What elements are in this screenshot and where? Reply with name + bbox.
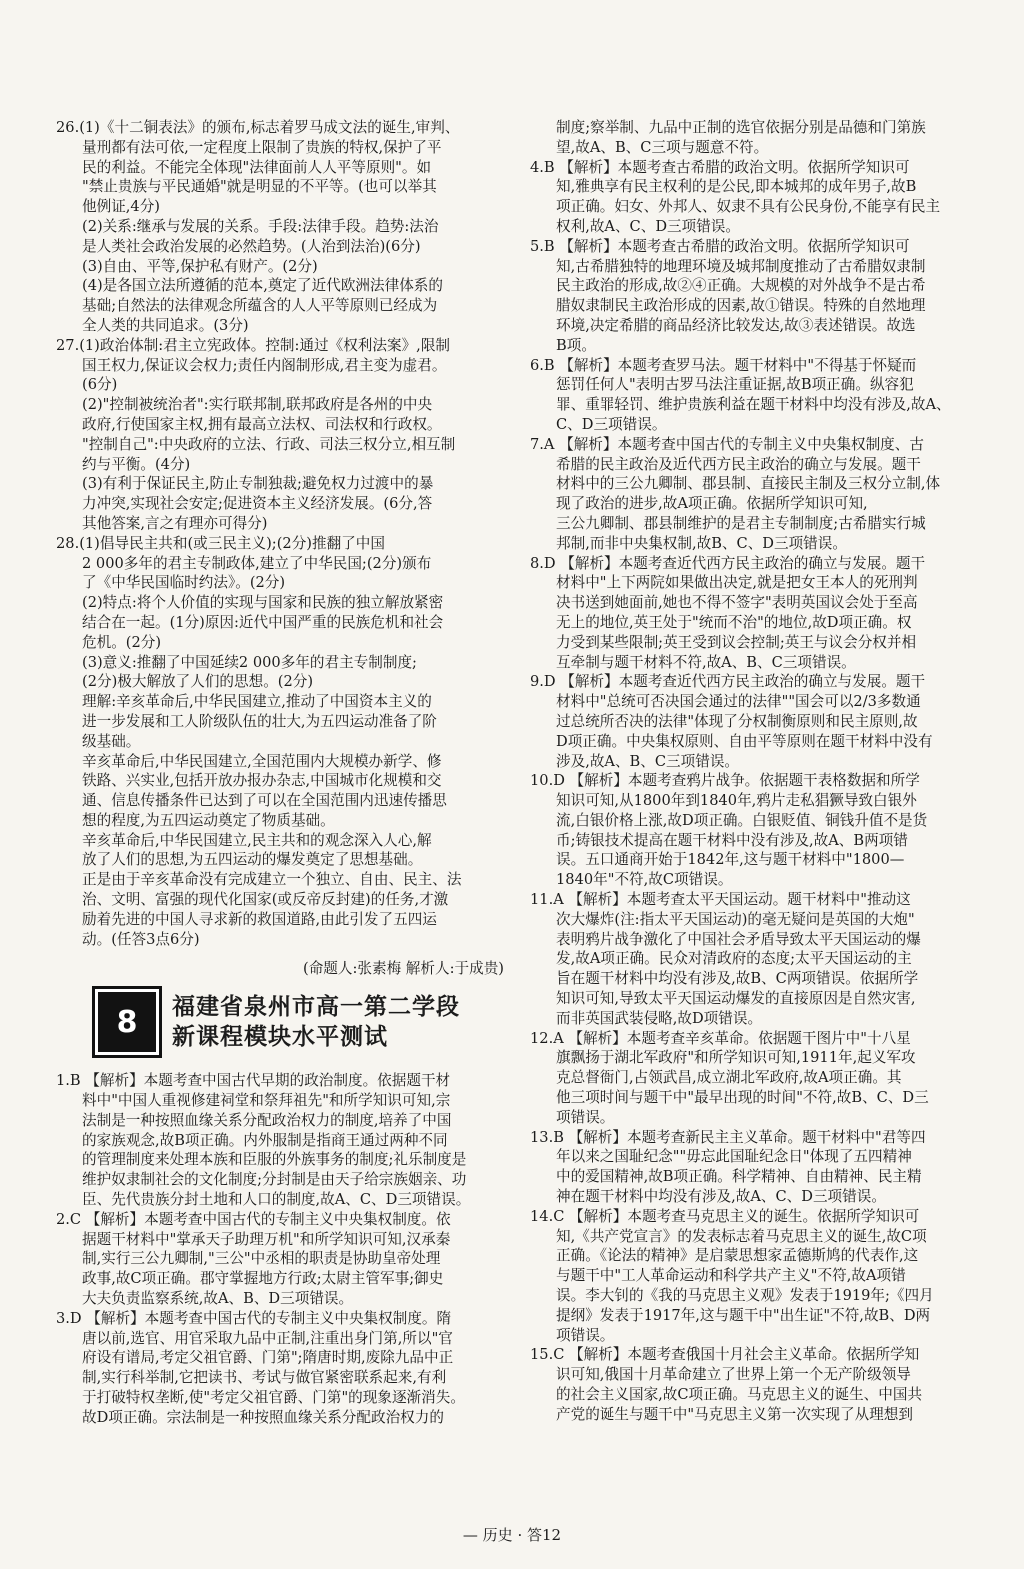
text-line: 正是由于辛亥革命没有完成建立一个独立、自由、民主、法 [82,871,462,889]
text-line: 无上的地位,英王处于"统而不治"的地位,故D项正确。权 [556,613,912,631]
answer-block-test-7 [56,118,512,949]
text-line: 力受到某些限制;英王受到议会控制;英王与议会分权并相 [556,633,917,651]
text-line: 知,古希腊独特的地理环境及城邦制度推动了古希腊奴隶制 [556,257,926,275]
section-title-line1: 福建省泉州市高一第二学段 [172,994,460,1021]
right-column [530,118,980,1425]
text-line: B项。 [556,336,596,354]
text-line: 邦制,而非中央集权制,故B、C、D三项错误。 [556,534,847,552]
text-line: 国王权力,保证议会权力;责任内阁制形成,君主变为虚君。 [82,356,447,374]
text-line: 民主政治的形成,故②④正确。大规模的对外战争不是古希 [556,277,926,295]
text-line: 提纲》发表于1917年,这与题干中"出生证"不符,故B、D两 [556,1306,931,1324]
text-line: 26.(1)《十二铜表法》的颁布,标志着罗马成文法的诞生,审判、 [56,119,460,136]
text-line: 了《中华民国临时约法》。(2分) [82,574,286,592]
text-line: 制,实行科举制,它把读书、考试与做官紧密联系起来,有利 [82,1369,447,1387]
text-line: C、D三项错误。 [556,415,667,433]
text-line: 知识可知,从1800年到1840年,鸦片走私猖獗导致白银外 [556,792,917,810]
text-line: 三公九卿制、郡县制维护的是君主专制制度;古希腊实行城 [556,514,926,532]
text-line: 涉及,故A、B、C三项错误。 [556,752,740,770]
text-line: 项正确。妇女、外邦人、奴隶不具有公民身份,不能享有民主 [556,198,941,216]
text-line: 维护奴隶制社会的文化制度;分封制是由天子给宗族姻亲、功 [82,1171,467,1189]
text-line: 惩罚任何人"表明古罗马法注重证据,故B项正确。纵容犯 [556,376,914,394]
text-line: (2)"控制被统治者":实行联邦制,联邦政府是各州的中央 [82,396,433,414]
text-line: 12.A 【解析】本题考查辛亥革命。依据题干图片中"十八星 [530,1029,911,1047]
text-line: 结合在一起。(1分)原因:近代中国严重的民族危机和社会 [82,613,444,631]
text-line: (3)意义:推翻了中国延续2 000多年的君主专制制度; [82,653,417,671]
text-line: 而非英国武装侵略,故D项错误。 [556,1009,763,1027]
text-line: 他例证,4分) [82,198,160,216]
text-line: 2 000多年的君主专制政体,建立了中华民国;(2分)颁布 [82,554,432,572]
text-line: 3.D 【解析】本题考查中国古代的专制主义中央集权制度。隋 [56,1309,452,1327]
text-line: 罪、重罪轻罚、维护贵族利益在题干材料中均没有涉及,故A、 [556,396,951,414]
text-line: 约与平衡。(4分) [82,455,191,473]
text-line: 进一步发展和工人阶级队伍的壮大,为五四运动准备了阶 [82,712,437,730]
text-line: 5.B 【解析】本题考查古希腊的政治文明。依据所学知识可 [530,237,910,255]
text-line: 量刑都有法可依,一定程度上限制了贵族的特权,保护了平 [82,138,442,156]
text-line: 全人类的共同追求。(3分) [82,316,249,334]
text-line: 13.B 【解析】本题考查新民主主义革命。题干材料中"君等四 [530,1128,926,1146]
text-line: 发,故A项正确。民众对清政府的态度;太平天国运动的主 [556,950,912,968]
text-line: 神在题干材料中均没有涉及,故A、C、D三项错误。 [556,1188,886,1206]
text-line: 基础;自然法的法律观念所蕴含的人人平等原则已经成为 [82,297,438,315]
text-line: 通、信息传播条件已达到了可以在全国范围内迅速传播思 [82,792,447,810]
text-line: 望,故A、B、C三项与题意不符。 [556,138,769,156]
text-line: 9.D 【解析】本题考查近代西方民主政治的确立与发展。题干 [530,673,926,691]
text-line: (2分)极大解放了人们的思想。(2分) [82,673,314,691]
text-line: 的社会主义国家,故C项正确。马克思主义的诞生、中国共 [556,1386,923,1403]
text-line: (4)是各国立法所遵循的范本,奠定了近代欧洲法律体系的 [82,277,443,295]
text-line: 10.D 【解析】本题考查鸦片战争。依据题干表格数据和所学 [530,772,920,790]
text-line: 的管理制度来处理本族和臣服的外族事务的制度;礼乐制度是 [82,1151,467,1169]
text-line: 于打破特权垄断,使"考定父祖官爵、门第"的现象逐渐消失。 [82,1389,465,1407]
text-line: 4.B 【解析】本题考查古希腊的政治文明。依据所学知识可 [530,158,910,176]
text-line: 理解:辛亥革命后,中华民国建立,推动了中国资本主义的 [82,693,432,711]
text-line: 辛亥革命后,中华民国建立,民主共和的观念深入人心,解 [82,831,432,849]
text-line: 腊奴隶制民主政治形成的因素,故①错误。特殊的自然地理 [556,297,926,315]
text-line: 中的爱国精神,故B项正确。科学精神、自由精神、民主精 [556,1168,922,1186]
text-line: 励着先进的中国人寻求新的救国道路,由此引发了五四运 [82,910,437,928]
text-line: 故D项正确。宗法制是一种按照血缘关系分配政治权力的 [82,1408,444,1426]
text-line: 大夫负责监察系统,故A、B、D三项错误。 [82,1290,354,1308]
text-line: 14.C 【解析】本题考查马克思主义的诞生。依据所学知识可 [530,1207,920,1225]
author-credit: (命题人:张素梅 解析人:于成贵) [303,960,504,978]
left-column [56,118,512,1428]
text-line: 臣、先代贵族分封土地和人口的制度,故A、C、D三项错误。 [82,1191,471,1209]
text-line: 流,白银价格上涨,故D项正确。白银贬值、铜钱升值不是货 [556,811,928,829]
text-line: 币;铸银技术提高在题干材料中没有涉及,故A、B两项错 [556,831,908,849]
text-line: 唐以前,选官、用官采取九品中正制,注重出身门第,所以"官 [82,1329,453,1347]
text-line: 识可知,俄国十月革命建立了世界上第一个无产阶级领导 [556,1366,911,1384]
text-line: 是人类社会政治发展的必然趋势。(人治到法治)(6分) [82,237,421,255]
text-line: 治、文明、富强的现代化国家(或反帝反封建)的任务,才激 [82,891,449,909]
text-line: 28.(1)倡导民主共和(或三民主义);(2分)推翻了中国 [56,534,385,552]
text-line: (3)自由、平等,保护私有财产。(2分) [82,257,318,275]
text-line: 的家族观念,故B项正确。内外服制是指商王通过两种不同 [82,1131,448,1149]
text-line: 知识可知,导致太平天国运动爆发的直接原因是自然灾害, [556,990,916,1008]
text-line: 15.C 【解析】本题考查俄国十月社会主义革命。依据所学知 [530,1346,920,1364]
text-line: 年以来之国耻纪念""毋忘此国耻纪念日"体现了五四精神 [556,1148,912,1166]
text-line: 据题干材料中"掌承天子助理万机"和所学知识可知,汉承秦 [82,1230,451,1248]
text-line: 与题干中"工人革命运动和科学共产主义"不符,故A项错 [556,1267,906,1285]
text-line: 政府,行使国家主权,拥有最高立法权、司法权和行政权。 [82,415,442,433]
answer-block-test-8-left [56,1071,512,1427]
text-line: 27.(1)政治体制:君主立宪政体。控制:通过《权利法案》,限制 [56,336,451,354]
answer-block-test-8-right [530,118,980,1425]
text-line: 他三项时间与题干中"最早出现的时间"不符,故B、C、D三 [556,1089,929,1107]
text-line: 克总督衙门,占领武昌,成立湖北军政府,故A项正确。其 [556,1069,902,1087]
text-line: 互牵制与题干材料不符,故A、B、C三项错误。 [556,653,856,671]
text-line: 力冲突,实现社会安定;促进资本主义经济发展。(6分,答 [82,495,433,513]
text-line: 现了政治的进步,故A项正确。依据所学知识可知, [556,495,868,513]
text-line: 表明鸦片战争激化了中国社会矛盾导致太平天国运动的爆 [556,930,921,948]
text-line: (2)特点:将个人价值的实现与国家和民族的独立解放紧密 [82,594,444,612]
text-line: 决书送到她面前,她也不得不签字"表明英国议会处于至高 [556,594,918,612]
text-line: 项错误。 [556,1108,615,1126]
section-title [172,992,460,1052]
text-line: 辛亥革命后,中华民国建立,全国范围内大规模办新学、修 [82,752,442,770]
text-line: 知,雅典享有民主权利的是公民,即本城邦的成年男子,故B [556,178,917,196]
text-line: 材料中的三公九卿制、郡县制、直接民主制及三权分立制,体 [556,475,941,493]
text-line: 铁路、兴实业,包括开放办报办杂志,中国城市化规模和交 [82,772,442,790]
text-line: 想的程度,为五四运动奠定了物质基础。 [82,811,335,829]
text-line: (6分) [82,376,118,394]
text-line: (3)有利于保证民主,防止专制独裁;避免权力过渡中的暴 [82,475,434,493]
page-footer: — 历史 · 答12 [462,1526,562,1544]
text-line: 误。五口通商开始于1842年,这与题干材料中"1800— [556,851,905,869]
text-line: 旨在题干材料中均没有涉及,故B、C两项错误。依据所学 [556,970,919,988]
text-line: 危机。(2分) [82,633,162,651]
text-line: 次大爆炸(注:指太平天国运动)的毫无疑问是英国的大炮" [556,910,915,928]
text-line: 法制是一种按照血缘关系分配政治权力的制度,培养了中国 [82,1111,452,1129]
text-line: 6.B 【解析】本题考查罗马法。题干材料中"不得基于怀疑而 [530,356,917,374]
text-line: 误。李大钊的《我的马克思主义观》发表于1919年;《四月 [556,1287,934,1305]
text-line: 级基础。 [82,732,141,750]
text-line: 政事,故C项正确。郡守掌握地方行政;太尉主管军事;御史 [82,1270,444,1288]
text-line: "控制自己":中央政府的立法、行政、司法三权分立,相互制 [82,435,456,453]
text-line: 1.B 【解析】本题考查中国古代早期的政治制度。依据题干材 [56,1072,451,1090]
section-header [92,987,512,1057]
text-line: 项错误。 [556,1326,615,1344]
text-line: 其他答案,言之有理亦可得分) [82,514,268,532]
text-line: 制,实行三公九卿制,"三公"中丞相的职责是协助皇帝处理 [82,1250,441,1268]
text-line: 环境,决定希腊的商品经济比较发达,故③表述错误。故选 [556,316,916,334]
text-line: 11.A 【解析】本题考查太平天国运动。题干材料中"推动这 [530,891,911,909]
text-line: 府设有谱局,考定父祖官爵、门第";隋唐时期,废除九品中正 [82,1349,454,1367]
text-line: 民的利益。不能完全体现"法律面前人人平等原则"。如 [82,158,432,176]
text-line: 制度;察举制、九品中正制的选官依据分别是品德和门第族 [556,119,926,136]
text-line: 料中"中国人重视修建祠堂和祭拜祖先"和所学知识可知,宗 [82,1092,451,1110]
text-line: 材料中"总统可否决国会通过的法律""国会可以2/3多数通 [556,693,921,711]
text-line: 希腊的民主政治及近代西方民主政治的确立与发展。题干 [556,455,921,473]
text-line: 正确。《论法的精神》是启蒙思想家孟德斯鸠的代表作,这 [556,1247,919,1265]
text-line: 放了人们的思想,为五四运动的爆发奠定了思想基础。 [82,851,423,869]
section-number-badge: 8 [92,986,162,1058]
text-line: 知,《共产党宣言》的发表标志着马克思主义的诞生,故C项 [556,1227,927,1245]
text-line: 8.D 【解析】本题考查近代西方民主政治的确立与发展。题干 [530,554,926,572]
section-title-line2: 新课程模块水平测试 [172,1024,388,1051]
text-line: 1840年"不符,故C项错误。 [556,871,733,889]
text-line: 过总统所否决的法律"体现了分权制衡原则和民主原则,故 [556,712,918,730]
text-line: 权利,故A、C、D三项错误。 [556,217,740,235]
text-line: 2.C 【解析】本题考查中国古代的专制主义中央集权制度。依 [56,1210,451,1228]
text-line: 旗飘扬于湖北军政府"和所学知识可知,1911年,起义军攻 [556,1049,916,1067]
text-line: 7.A 【解析】本题考查中国古代的专制主义中央集权制度、古 [530,435,924,453]
text-line: 材料中"上下两院如果做出决定,就是把女王本人的死刑判 [556,574,918,592]
text-line: 产党的诞生与题干中"马克思主义第一次实现了从理想到 [556,1405,913,1423]
text-line: (2)关系:继承与发展的关系。手段:法律手段。趋势:法治 [82,217,439,235]
text-line: D项正确。中央集权原则、自由平等原则在题干材料中没有 [556,732,933,750]
text-line: "禁止贵族与平民通婚"就是明显的不平等。(也可以举其 [82,178,437,196]
text-line: 动。(任答3点6分) [82,930,200,948]
